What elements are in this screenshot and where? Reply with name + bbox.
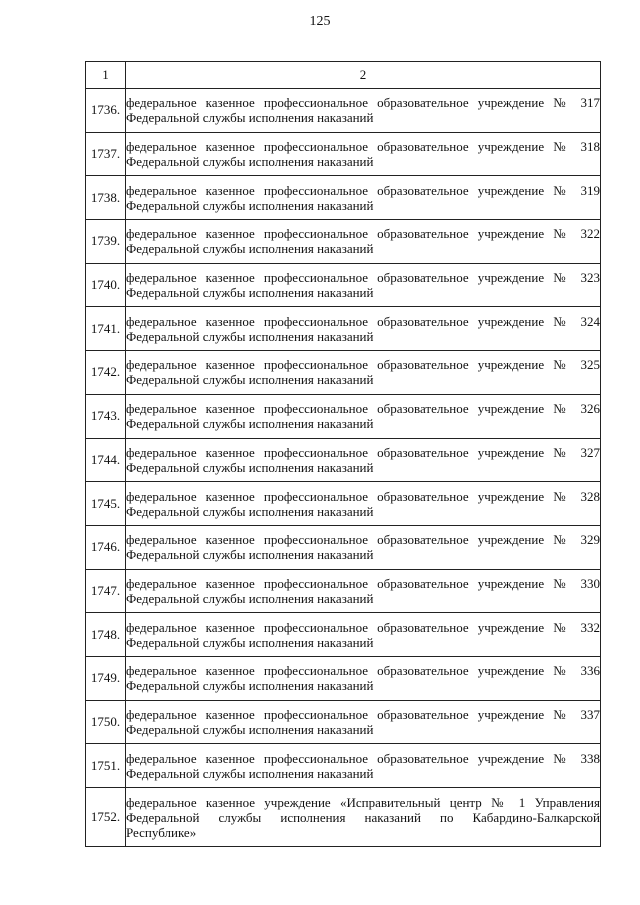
- table-row: [86, 176, 601, 220]
- institution-name-line: Федеральной службы исполнения наказаний: [126, 590, 374, 606]
- institution-name: [126, 394, 601, 438]
- institution-name-line: Федеральной службы исполнения наказаний: [126, 634, 374, 650]
- column-header-name: 2: [126, 62, 601, 89]
- row-number: 1737.: [86, 132, 126, 176]
- row-number: 1748.: [86, 613, 126, 657]
- institution-name-line: федеральное казенное профессиональное образовательное учреждение № 318: [126, 139, 600, 155]
- institution-name: [126, 263, 601, 307]
- row-number: 1746.: [86, 525, 126, 569]
- row-number: 1747.: [86, 569, 126, 613]
- institution-name-line: Федеральной службы исполнения наказаний: [126, 678, 374, 694]
- institution-name-line: федеральное казенное профессиональное образовательное учреждение № 327: [126, 444, 600, 460]
- row-number: 1750.: [86, 700, 126, 744]
- institution-name-line: федеральное казенное профессиональное образовательное учреждение № 336: [126, 663, 600, 679]
- table-row: [86, 525, 601, 569]
- institution-name-line: федеральное казенное профессиональное образовательное учреждение № 325: [126, 357, 600, 373]
- institution-name-line: федеральное казенное профессиональное образовательное учреждение № 323: [126, 270, 600, 286]
- institution-name: [126, 569, 601, 613]
- table-row: [86, 788, 601, 847]
- institution-name-line: Федеральной службы исполнения наказаний: [126, 285, 374, 301]
- institution-name-line: Федеральной службы исполнения наказаний: [126, 416, 374, 432]
- row-number: 1736.: [86, 89, 126, 133]
- row-number: 1739.: [86, 220, 126, 264]
- row-number: 1742.: [86, 351, 126, 395]
- institution-name: [126, 788, 601, 847]
- table-row: [86, 351, 601, 395]
- institution-name: [126, 525, 601, 569]
- institution-name: [126, 351, 601, 395]
- institution-name-line: федеральное казенное профессиональное образовательное учреждение № 337: [126, 706, 600, 722]
- institution-name: [126, 700, 601, 744]
- institution-name-line: федеральное казенное профессиональное образовательное учреждение № 338: [126, 750, 600, 766]
- table-row: [86, 656, 601, 700]
- institution-name-line: Федеральной службы исполнения наказаний: [126, 241, 374, 257]
- table-row: [86, 220, 601, 264]
- institution-name-line: Федеральной службы исполнения наказаний: [126, 154, 374, 170]
- institution-name-line: федеральное казенное профессиональное образовательное учреждение № 326: [126, 401, 600, 417]
- institution-name: [126, 307, 601, 351]
- table-row: [86, 482, 601, 526]
- institution-name: [126, 482, 601, 526]
- institution-name-line: федеральное казенное профессиональное образовательное учреждение № 324: [126, 313, 600, 329]
- institution-name-line: федеральное казенное профессиональное образовательное учреждение № 332: [126, 619, 600, 635]
- row-number: 1745.: [86, 482, 126, 526]
- table-header-row: [86, 62, 601, 89]
- institutions-table: [85, 61, 601, 847]
- institution-name-line: федеральное казенное профессиональное образовательное учреждение № 330: [126, 575, 600, 591]
- institution-name-line: Федеральной службы исполнения наказаний по Кабардино-Балкарской: [126, 809, 600, 825]
- table-row: [86, 613, 601, 657]
- institution-name-line: Федеральной службы исполнения наказаний: [126, 765, 374, 781]
- institution-name: [126, 656, 601, 700]
- row-number: 1738.: [86, 176, 126, 220]
- table-row: [86, 89, 601, 133]
- table-row: [86, 569, 601, 613]
- institution-name-line: Республике»: [126, 824, 197, 840]
- institution-name: [126, 176, 601, 220]
- column-header-number: 1: [86, 62, 126, 89]
- institution-name-line: федеральное казенное учреждение «Исправительный центр № 1 Управления: [126, 794, 600, 810]
- table-body: [86, 89, 601, 847]
- table-row: [86, 263, 601, 307]
- row-number: 1741.: [86, 307, 126, 351]
- institution-name-line: Федеральной службы исполнения наказаний: [126, 110, 374, 126]
- table-row: [86, 307, 601, 351]
- row-number: 1749.: [86, 656, 126, 700]
- institution-name: [126, 132, 601, 176]
- institution-name: [126, 89, 601, 133]
- institution-name: [126, 744, 601, 788]
- table-row: [86, 438, 601, 482]
- row-number: 1743.: [86, 394, 126, 438]
- page-number: 125: [309, 14, 331, 29]
- row-number: 1740.: [86, 263, 126, 307]
- row-number: 1751.: [86, 744, 126, 788]
- institution-name-line: Федеральной службы исполнения наказаний: [126, 503, 374, 519]
- institution-name-line: Федеральной службы исполнения наказаний: [126, 372, 374, 388]
- institution-name-line: федеральное казенное профессиональное образовательное учреждение № 329: [126, 532, 600, 548]
- institution-name-line: Федеральной службы исполнения наказаний: [126, 197, 374, 213]
- institution-name-line: Федеральной службы исполнения наказаний: [126, 459, 374, 475]
- institution-name: [126, 220, 601, 264]
- institution-name-line: федеральное казенное профессиональное образовательное учреждение № 322: [126, 226, 600, 242]
- table-row: [86, 394, 601, 438]
- institution-name-line: федеральное казенное профессиональное образовательное учреждение № 319: [126, 182, 600, 198]
- table-row: [86, 132, 601, 176]
- institution-name-line: Федеральной службы исполнения наказаний: [126, 721, 374, 737]
- institution-name-line: Федеральной службы исполнения наказаний: [126, 547, 374, 563]
- institution-name-line: федеральное казенное профессиональное образовательное учреждение № 328: [126, 488, 600, 504]
- table-row: [86, 744, 601, 788]
- institution-name-line: Федеральной службы исполнения наказаний: [126, 328, 374, 344]
- institution-name-line: федеральное казенное профессиональное образовательное учреждение № 317: [126, 95, 600, 111]
- row-number: 1752.: [86, 788, 126, 847]
- institution-name: [126, 438, 601, 482]
- table-row: [86, 700, 601, 744]
- row-number: 1744.: [86, 438, 126, 482]
- institution-name: [126, 613, 601, 657]
